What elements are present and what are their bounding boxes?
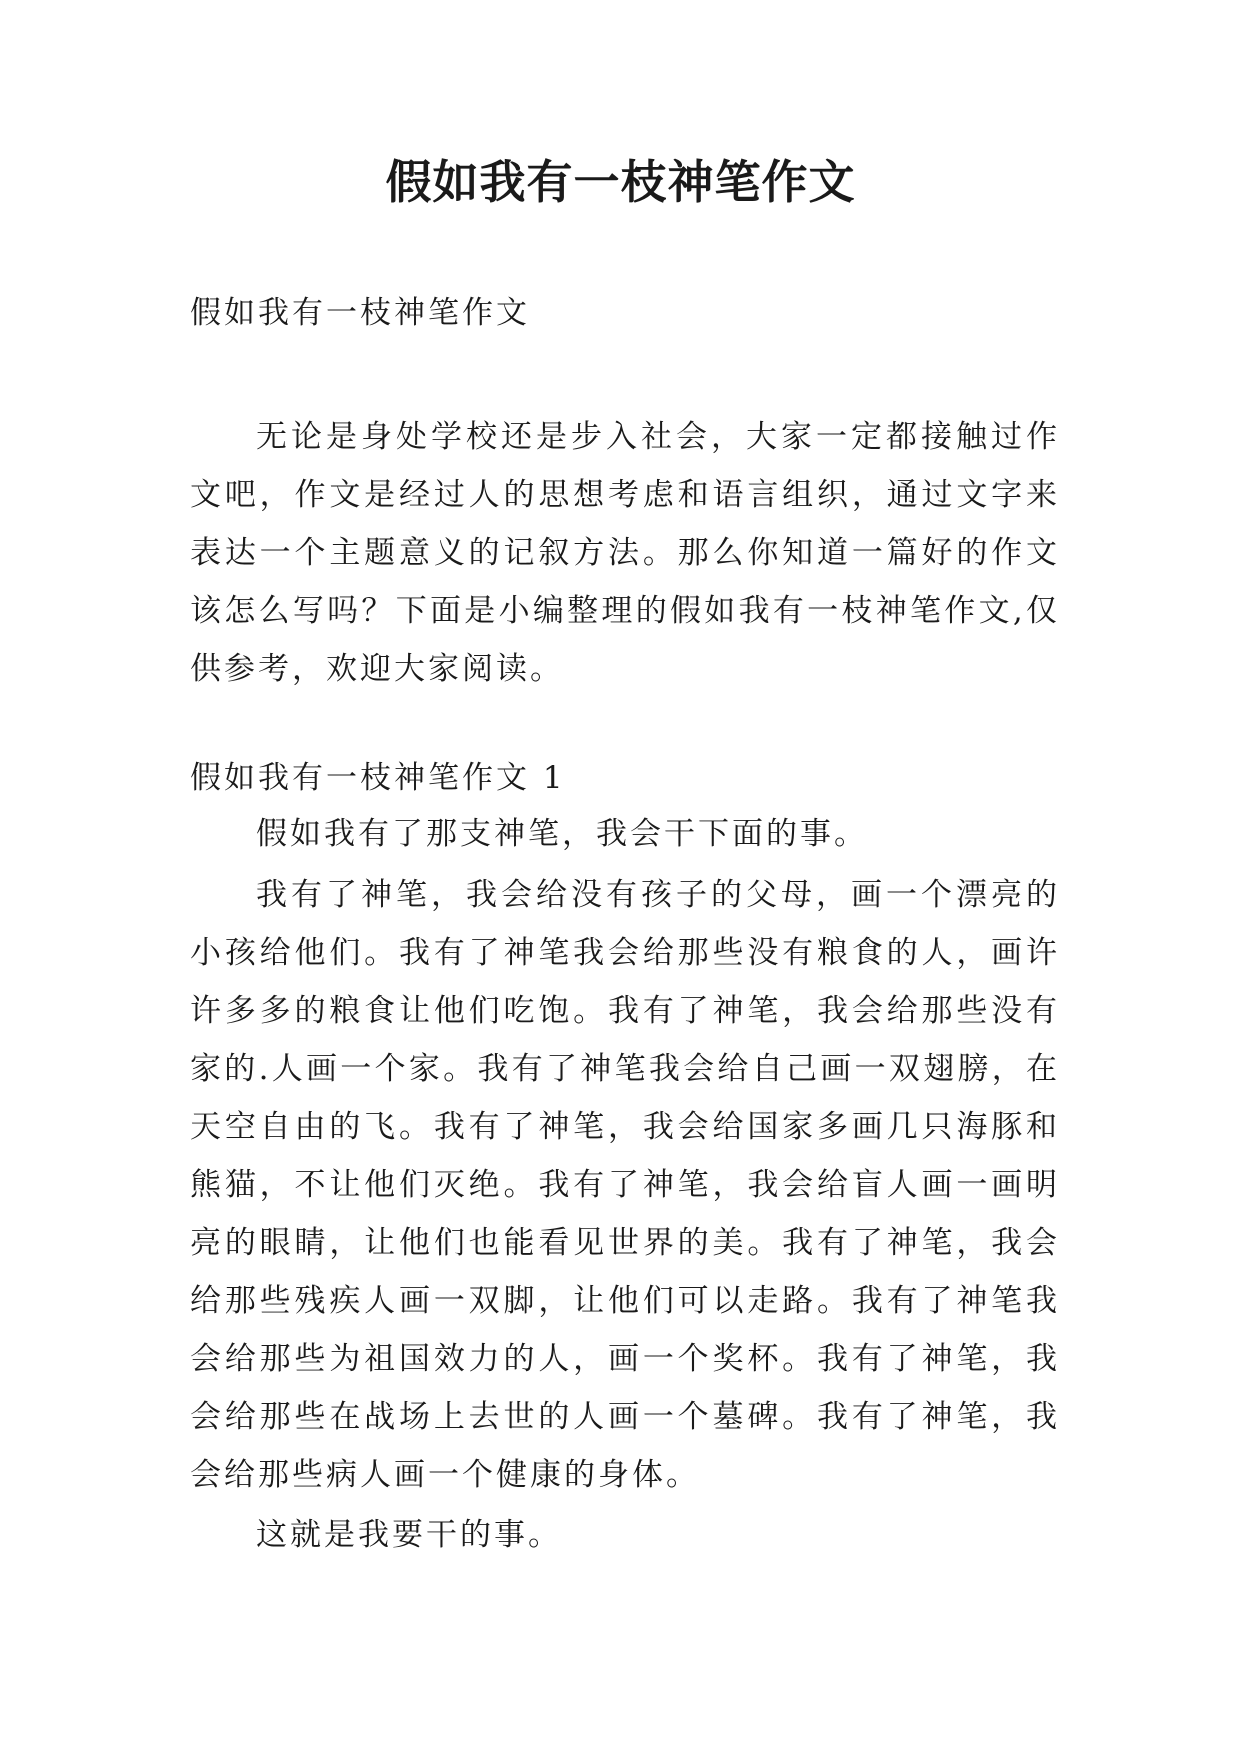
- body-paragraph-2: 我有了神笔，我会给没有孩子的父母，画一个漂亮的小孩给他们。我有了神笔我会给那些没有粮食的人，画许许多多的粮食让他们吃饱。我有了神笔，我会给那些没有家的.人画一个家。我有了神笔我会给自己画一双翅膀，在天空自由的飞。我有了神笔，我会给国家多画几只海豚和熊猫，不让他们灭绝。我有了神笔，我会给盲人画一画明亮的眼睛，让他们也能看见世界的美。我有了神笔，我会给那些残疾人画一双脚，让他们可以走路。我有了神笔我会给那些为祖国效力的人，画一个奖杯。我有了神笔，我会给那些在战场上去世的人画一个墓碑。我有了神笔，我会给那些病人画一个健康的身体。: [190, 877, 1060, 1493]
- intro-paragraph: 无论是身处学校还是步入社会，大家一定都接触过作文吧，作文是经过人的思想考虑和语言组织，通过文字来表达一个主题意义的记叙方法。那么你知道一篇好的作文该怎么写吗？下面是小编整理的假如我有一枝神笔作文,仅供参考，欢迎大家阅读。: [190, 419, 1060, 687]
- body-paragraph-1: 假如我有了那支神笔，我会干下面的事。: [256, 816, 868, 852]
- document-subtitle: 假如我有一枝神笔作文: [190, 295, 530, 331]
- body-paragraph-3: 这就是我要干的事。: [256, 1517, 562, 1553]
- section-heading: 假如我有一枝神笔作文 1: [190, 760, 566, 796]
- document-title: 假如我有一枝神笔作文: [385, 155, 856, 209]
